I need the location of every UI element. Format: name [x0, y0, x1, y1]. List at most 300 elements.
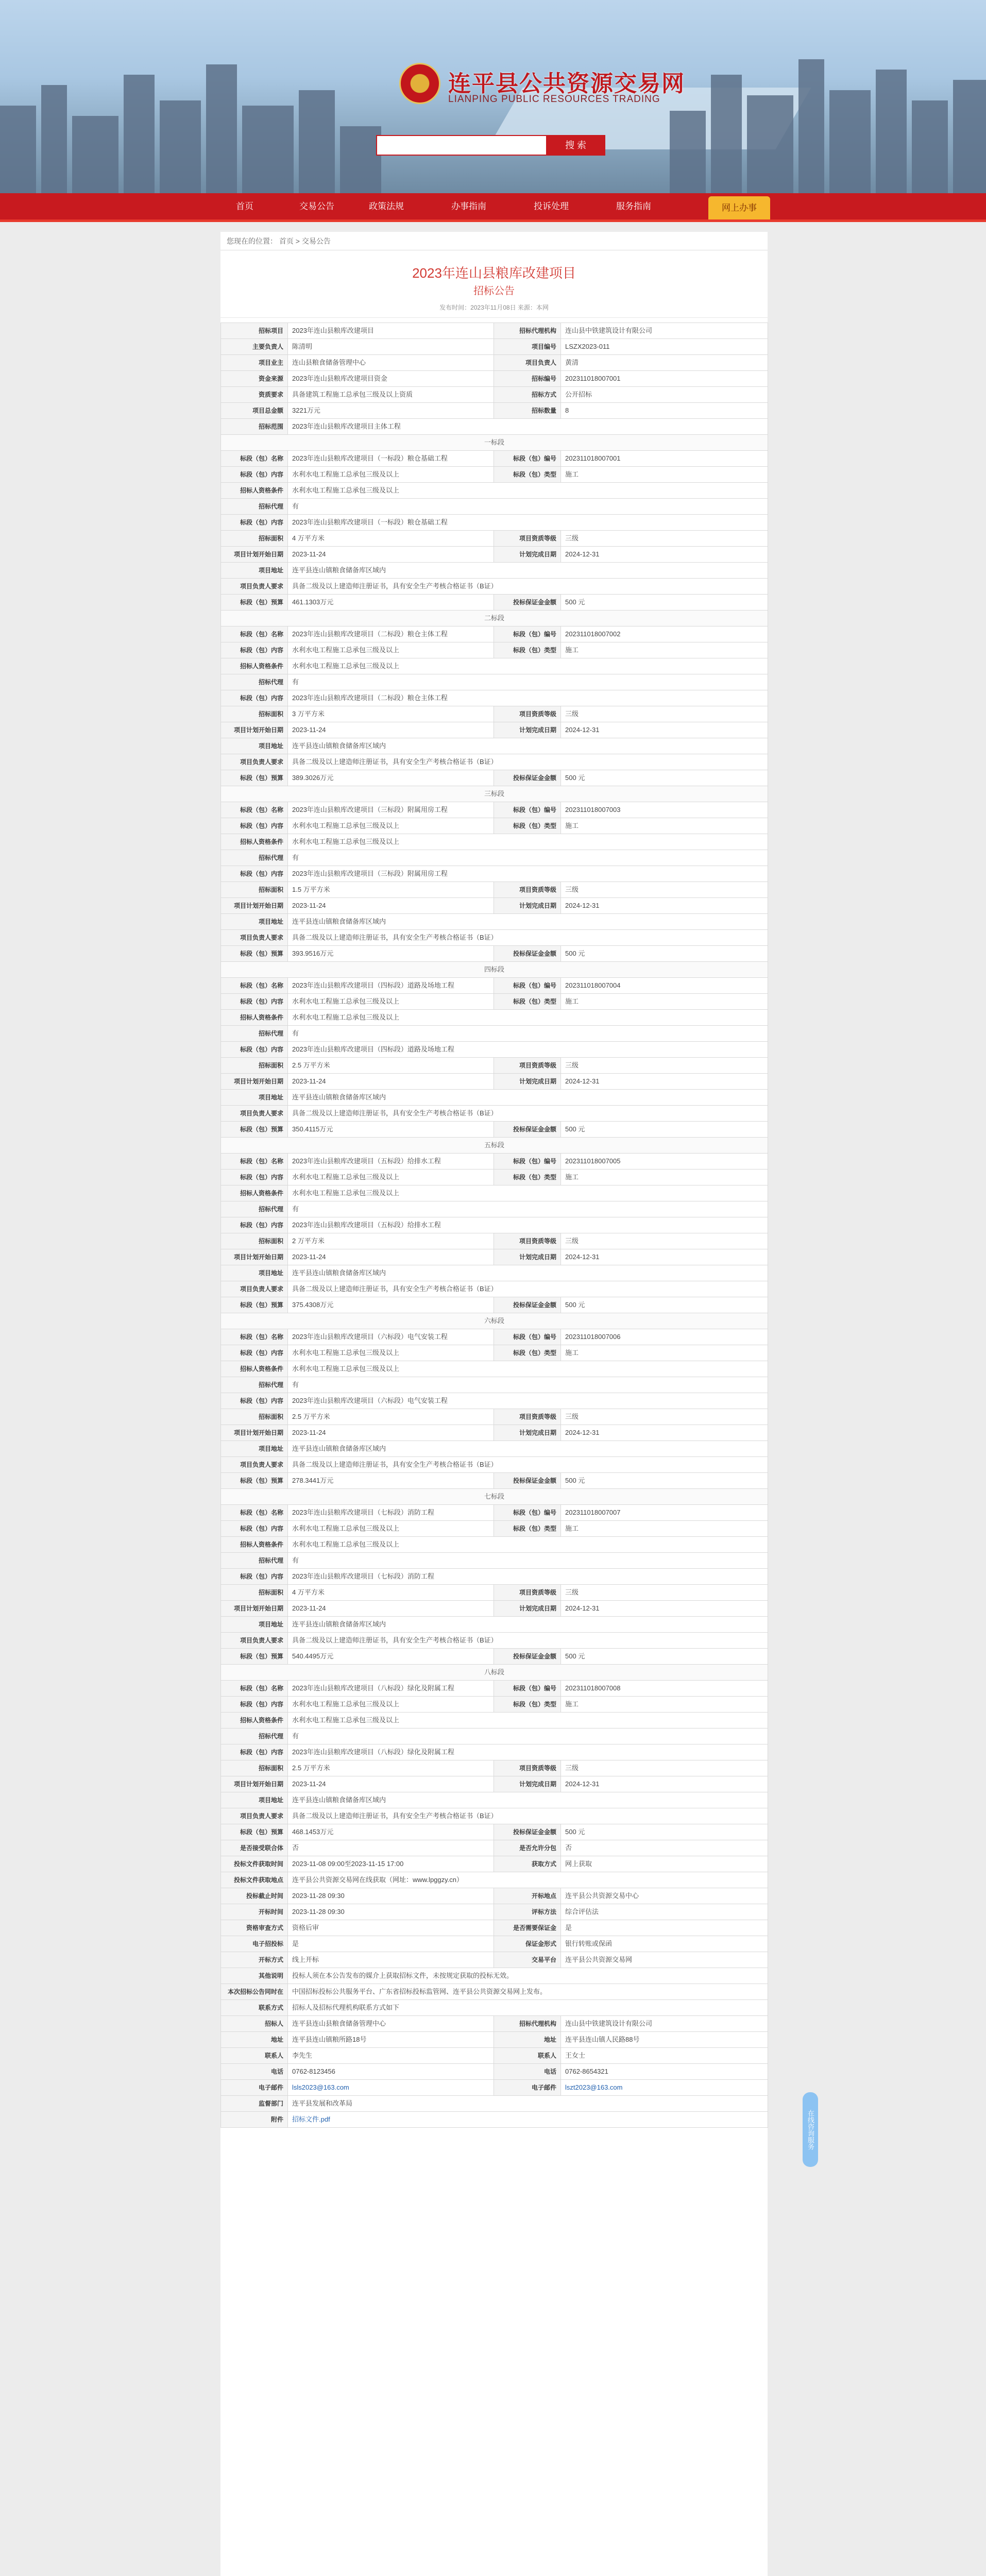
field-label: 项目负责人 — [494, 355, 561, 371]
field-label: 标段（包）编号 — [494, 802, 561, 818]
field-value: 网上获取 — [561, 1856, 768, 1872]
field-label: 项目负责人要求 — [221, 1457, 288, 1473]
field-label: 联系人 — [221, 2048, 288, 2064]
field-label: 招标范围 — [221, 419, 288, 435]
field-label: 标段（包）名称 — [221, 1681, 288, 1697]
table-row — [221, 1760, 768, 1776]
field-value: 2023年连山县粮库改建项目（一标段）粮仓基础工程 — [288, 451, 494, 467]
field-value: 2024-12-31 — [561, 1249, 768, 1265]
field-value: 2024-12-31 — [561, 1425, 768, 1441]
field-label: 招标面积 — [221, 1233, 288, 1249]
field-label: 标段（包）名称 — [221, 978, 288, 994]
nav-item-guide[interactable]: 办事指南 — [451, 201, 486, 211]
table-row — [221, 1377, 768, 1393]
table-row — [221, 1138, 768, 1154]
field-value[interactable]: 招标文件.pdf — [288, 2112, 768, 2128]
table-row — [221, 770, 768, 786]
field-label: 招标人资格条件 — [221, 1185, 288, 1201]
field-value: 水利水电工程施工总承包三级及以上 — [288, 1345, 494, 1361]
table-row — [221, 1776, 768, 1792]
table-row — [221, 1936, 768, 1952]
field-label: 标段（包）内容 — [221, 818, 288, 834]
field-value: 468.1453万元 — [288, 1824, 494, 1840]
table-row — [221, 1553, 768, 1569]
field-label: 项目计划开始日期 — [221, 722, 288, 738]
field-value: 水利水电工程施工总承包三级及以上 — [288, 1697, 494, 1713]
field-label: 标段（包）名称 — [221, 802, 288, 818]
table-row — [221, 1649, 768, 1665]
table-row — [221, 435, 768, 451]
field-value: 2023年连山县粮库改建项目主体工程 — [288, 419, 768, 435]
field-label: 项目资质等级 — [494, 1058, 561, 1074]
field-label: 招标人资格条件 — [221, 1361, 288, 1377]
field-label: 项目资质等级 — [494, 1585, 561, 1601]
table-row — [221, 1026, 768, 1042]
field-value: 393.9516万元 — [288, 946, 494, 962]
section-header: 五标段 — [221, 1138, 768, 1154]
field-label: 联系方式 — [221, 2000, 288, 2016]
table-row — [221, 1856, 768, 1872]
field-label: 计划完成日期 — [494, 1776, 561, 1792]
field-label: 标段（包）类型 — [494, 1170, 561, 1185]
field-label: 计划完成日期 — [494, 1425, 561, 1441]
field-label: 标段（包）名称 — [221, 1154, 288, 1170]
field-label: 计划完成日期 — [494, 1601, 561, 1617]
table-row — [221, 1313, 768, 1329]
field-value: 三级 — [561, 1409, 768, 1425]
field-label: 项目计划开始日期 — [221, 1074, 288, 1090]
page-title: 2023年连山县粮库改建项目 — [412, 265, 576, 281]
field-label: 项目地址 — [221, 1265, 288, 1281]
field-value: 连平县连山镇粮食储备库区域内 — [288, 1265, 768, 1281]
table-row — [221, 1361, 768, 1377]
field-label: 保证金形式 — [494, 1936, 561, 1952]
field-label: 招标代理 — [221, 1201, 288, 1217]
table-row — [221, 882, 768, 898]
field-label: 标段（包）预算 — [221, 1122, 288, 1138]
field-label: 招标方式 — [494, 387, 561, 403]
nav-item-notices[interactable]: 交易公告 — [299, 201, 334, 211]
field-label: 招标面积 — [221, 706, 288, 722]
field-label: 计划完成日期 — [494, 722, 561, 738]
field-value: 3 万平方米 — [288, 706, 494, 722]
field-value: 2023年连山县粮库改建项目（七标段）消防工程 — [288, 1505, 494, 1521]
field-value: 500 元 — [561, 1122, 768, 1138]
field-value: 2023-11-28 09:30 — [288, 1904, 494, 1920]
field-label: 投标文件获取地点 — [221, 1872, 288, 1888]
field-value: 连平县连山镇粮食储备库区域内 — [288, 738, 768, 754]
field-label: 标段（包）预算 — [221, 1824, 288, 1840]
field-value: 500 元 — [561, 1649, 768, 1665]
table-row — [221, 1329, 768, 1345]
field-value: 黄清 — [561, 355, 768, 371]
field-value: 水利水电工程施工总承包三级及以上 — [288, 1537, 768, 1553]
field-value: 3221万元 — [288, 403, 494, 419]
field-label: 标段（包）预算 — [221, 1473, 288, 1489]
table-row — [221, 1058, 768, 1074]
field-value: 连平县连山镇人民路88号 — [561, 2032, 768, 2048]
field-value: 招标人及招标代理机构联系方式如下 — [288, 2000, 768, 2016]
table-row — [221, 1920, 768, 1936]
field-label: 标段（包）内容 — [221, 1393, 288, 1409]
field-label: 标段（包）内容 — [221, 994, 288, 1010]
table-row — [221, 1952, 768, 1968]
field-label: 标段（包）内容 — [221, 690, 288, 706]
field-value: 350.4115万元 — [288, 1122, 494, 1138]
field-value: 具备建筑工程施工总承包三级及以上资质 — [288, 387, 494, 403]
table-row — [221, 754, 768, 770]
nav-item-service[interactable]: 服务指南 — [616, 201, 651, 211]
field-value: 278.3441万元 — [288, 1473, 494, 1489]
field-value: 202311018007002 — [561, 626, 768, 642]
field-value: 2023年连山县粮库改建项目（三标段）附属用房工程 — [288, 802, 494, 818]
emblem-icon — [399, 63, 440, 104]
table-row — [221, 802, 768, 818]
field-value: 有 — [288, 1026, 768, 1042]
field-label: 项目资质等级 — [494, 1233, 561, 1249]
table-row — [221, 2016, 768, 2032]
field-value: 2023-11-24 — [288, 547, 494, 563]
field-label: 是否接受联合体 — [221, 1840, 288, 1856]
field-value: 2023-11-08 09:00至2023-11-15 17:00 — [288, 1856, 494, 1872]
field-label: 标段（包）内容 — [221, 1345, 288, 1361]
section-header: 一标段 — [221, 435, 768, 451]
field-label: 项目地址 — [221, 1792, 288, 1808]
table-row — [221, 467, 768, 483]
field-value: LSZX2023-011 — [561, 339, 768, 355]
field-value: 2023-11-24 — [288, 1074, 494, 1090]
field-label: 资质要求 — [221, 387, 288, 403]
table-row — [221, 1297, 768, 1313]
table-row — [221, 1425, 768, 1441]
field-label: 项目计划开始日期 — [221, 1776, 288, 1792]
table-row — [221, 611, 768, 626]
table-row — [221, 850, 768, 866]
field-value: 具备二级及以上建造师注册证书，具有安全生产考核合格证书（B证） — [288, 579, 768, 595]
field-value: lsls2023@163.com — [288, 2080, 494, 2096]
field-value: 连平县发展和改革局 — [288, 2096, 768, 2112]
table-row — [221, 1010, 768, 1026]
field-value: 水利水电工程施工总承包三级及以上 — [288, 1713, 768, 1728]
field-value: lszt2023@163.com — [561, 2080, 768, 2096]
search-button[interactable]: 搜 索 — [546, 135, 605, 156]
field-label: 标段（包）预算 — [221, 770, 288, 786]
table-row — [221, 515, 768, 531]
field-value: 2023-11-24 — [288, 1601, 494, 1617]
table-row — [221, 1617, 768, 1633]
field-label: 标段（包）内容 — [221, 515, 288, 531]
table-row — [221, 1713, 768, 1728]
field-value: 2023年连山县粮库改建项目 — [288, 323, 494, 339]
table-row — [221, 1217, 768, 1233]
field-label: 投标保证金金额 — [494, 1473, 561, 1489]
table-row — [221, 722, 768, 738]
field-label: 项目负责人要求 — [221, 1106, 288, 1122]
table-row — [221, 1728, 768, 1744]
field-label: 招标人资格条件 — [221, 1537, 288, 1553]
field-value: 具备二级及以上建造师注册证书，具有安全生产考核合格证书（B证） — [288, 930, 768, 946]
field-value: 202311018007006 — [561, 1329, 768, 1345]
field-value: 2023-11-24 — [288, 722, 494, 738]
field-value: 水利水电工程施工总承包三级及以上 — [288, 1521, 494, 1537]
table-row — [221, 2032, 768, 2048]
table-row — [221, 706, 768, 722]
field-label: 项目业主 — [221, 355, 288, 371]
field-value: 水利水电工程施工总承包三级及以上 — [288, 467, 494, 483]
field-value: 2.5 万平方米 — [288, 1058, 494, 1074]
field-value: 202311018007001 — [561, 371, 768, 387]
publish-meta: 发布时间：2023年11月08日 来源：本网 — [439, 304, 549, 311]
table-row — [221, 2064, 768, 2080]
field-value: 有 — [288, 1377, 768, 1393]
field-value: 连平县公共资源交易中心 — [561, 1888, 768, 1904]
field-value: 王女士 — [561, 2048, 768, 2064]
field-label: 招标人资格条件 — [221, 1010, 288, 1026]
field-value: 具备二级及以上建造师注册证书，具有安全生产考核合格证书（B证） — [288, 1106, 768, 1122]
field-label: 标段（包）编号 — [494, 1329, 561, 1345]
table-row — [221, 1393, 768, 1409]
table-row — [221, 1569, 768, 1585]
field-value: 施工 — [561, 1170, 768, 1185]
table-row — [221, 419, 768, 435]
field-value: 2023年连山县粮库改建项目（六标段）电气安装工程 — [288, 1393, 768, 1409]
field-label: 招标项目 — [221, 323, 288, 339]
field-value: 是 — [288, 1936, 494, 1952]
field-label: 招标代理 — [221, 1728, 288, 1744]
field-value: 2023年连山县粮库改建项目（二标段）粮仓主体工程 — [288, 626, 494, 642]
field-value: 李先生 — [288, 2048, 494, 2064]
field-value: 有 — [288, 1728, 768, 1744]
field-label: 标段（包）类型 — [494, 818, 561, 834]
online-consult-tab[interactable]: 在线咨询服务 — [803, 2092, 818, 2167]
field-label: 招标代理 — [221, 1377, 288, 1393]
field-label: 招标代理 — [221, 499, 288, 515]
field-label: 标段（包）预算 — [221, 946, 288, 962]
field-value: 三级 — [561, 882, 768, 898]
field-label: 计划完成日期 — [494, 1074, 561, 1090]
table-row — [221, 483, 768, 499]
field-value: 连平县公共资源交易网在线获取（网址：www.lpggzy.cn） — [288, 1872, 768, 1888]
table-row — [221, 674, 768, 690]
field-value: 水利水电工程施工总承包三级及以上 — [288, 994, 494, 1010]
field-value: 4 万平方米 — [288, 531, 494, 547]
field-label: 主要负责人 — [221, 339, 288, 355]
field-label: 项目负责人要求 — [221, 930, 288, 946]
table-row — [221, 1984, 768, 2000]
table-row — [221, 1537, 768, 1553]
field-label: 监督部门 — [221, 2096, 288, 2112]
field-label: 招标面积 — [221, 531, 288, 547]
field-value: 是 — [561, 1920, 768, 1936]
field-label: 招标人资格条件 — [221, 483, 288, 499]
table-row — [221, 1585, 768, 1601]
field-value: 2023年连山县粮库改建项目（三标段）附属用房工程 — [288, 866, 768, 882]
table-row — [221, 690, 768, 706]
nav-item-complaint[interactable]: 投诉处理 — [534, 201, 569, 211]
field-value: 具备二级及以上建造师注册证书，具有安全生产考核合格证书（B证） — [288, 1808, 768, 1824]
field-label: 标段（包）类型 — [494, 994, 561, 1010]
field-value: 202311018007001 — [561, 451, 768, 467]
table-row — [221, 1409, 768, 1425]
field-label: 招标面积 — [221, 1409, 288, 1425]
table-row — [221, 2048, 768, 2064]
table-row — [221, 1489, 768, 1505]
field-label: 标段（包）内容 — [221, 642, 288, 658]
field-value: 连平县连山镇粮食储备库区域内 — [288, 1792, 768, 1808]
site-logo-title: 连平县公共资源交易网 — [448, 71, 685, 97]
breadcrumb: 您现在的位置： 首页 > 交易公告 — [220, 232, 768, 250]
field-label: 其他说明 — [221, 1968, 288, 1984]
field-value: 水利水电工程施工总承包三级及以上 — [288, 658, 768, 674]
announcement-table — [220, 323, 768, 2128]
field-value: 0762-8654321 — [561, 2064, 768, 2080]
field-value: 0762-8123456 — [288, 2064, 494, 2080]
table-row — [221, 2080, 768, 2096]
section-header: 四标段 — [221, 962, 768, 978]
field-label: 投标保证金金额 — [494, 770, 561, 786]
field-label: 项目地址 — [221, 1441, 288, 1457]
field-value: 2023-11-24 — [288, 1776, 494, 1792]
field-label: 资金来源 — [221, 371, 288, 387]
field-value: 施工 — [561, 1345, 768, 1361]
table-row — [221, 1904, 768, 1920]
field-value: 2023年连山县粮库改建项目资金 — [288, 371, 494, 387]
nav-item-policy[interactable]: 政策法规 — [369, 201, 404, 211]
field-value: 三级 — [561, 1058, 768, 1074]
field-value: 水利水电工程施工总承包三级及以上 — [288, 1185, 768, 1201]
field-value: 389.3026万元 — [288, 770, 494, 786]
field-label: 是否允许分包 — [494, 1840, 561, 1856]
table-row — [221, 1345, 768, 1361]
field-value: 水利水电工程施工总承包三级及以上 — [288, 1170, 494, 1185]
field-label: 附件 — [221, 2112, 288, 2128]
table-row — [221, 387, 768, 403]
field-value: 2023年连山县粮库改建项目（四标段）道路及场地工程 — [288, 978, 494, 994]
field-value: 2024-12-31 — [561, 898, 768, 914]
section-header: 三标段 — [221, 786, 768, 802]
table-row — [221, 642, 768, 658]
table-row — [221, 1697, 768, 1713]
field-label: 项目资质等级 — [494, 882, 561, 898]
field-value: 三级 — [561, 531, 768, 547]
field-label: 标段（包）编号 — [494, 1154, 561, 1170]
field-label: 地址 — [221, 2032, 288, 2048]
field-label: 开标时间 — [221, 1904, 288, 1920]
field-label: 招标代理 — [221, 674, 288, 690]
field-label: 项目负责人要求 — [221, 1281, 288, 1297]
table-row — [221, 1808, 768, 1824]
field-label: 项目负责人要求 — [221, 1808, 288, 1824]
section-header: 七标段 — [221, 1489, 768, 1505]
table-row — [221, 339, 768, 355]
field-label: 项目资质等级 — [494, 531, 561, 547]
table-row — [221, 1265, 768, 1281]
table-row — [221, 1665, 768, 1681]
field-label: 项目地址 — [221, 563, 288, 579]
table-row — [221, 930, 768, 946]
table-row — [221, 355, 768, 371]
field-label: 项目计划开始日期 — [221, 1425, 288, 1441]
nav-item-online[interactable]: 网上办事 — [708, 196, 770, 219]
table-row — [221, 1122, 768, 1138]
field-label: 获取方式 — [494, 1856, 561, 1872]
field-value: 三级 — [561, 1233, 768, 1249]
field-label: 标段（包）类型 — [494, 1345, 561, 1361]
table-row — [221, 1233, 768, 1249]
table-row — [221, 1441, 768, 1457]
table-row — [221, 1505, 768, 1521]
field-value: 具备二级及以上建造师注册证书，具有安全生产考核合格证书（B证） — [288, 754, 768, 770]
table-row — [221, 1840, 768, 1856]
nav-item-home[interactable]: 首页 — [236, 201, 253, 211]
field-label: 项目计划开始日期 — [221, 1249, 288, 1265]
field-label: 投标截止时间 — [221, 1888, 288, 1904]
field-label: 项目资质等级 — [494, 1760, 561, 1776]
field-label: 标段（包）内容 — [221, 1569, 288, 1585]
field-value: 500 元 — [561, 946, 768, 962]
section-header: 六标段 — [221, 1313, 768, 1329]
field-label: 本次招标公告同时在 — [221, 1984, 288, 2000]
field-value: 线上开标 — [288, 1952, 494, 1968]
field-value: 否 — [561, 1840, 768, 1856]
table-row — [221, 978, 768, 994]
field-label: 标段（包）类型 — [494, 467, 561, 483]
field-value: 2023年连山县粮库改建项目（二标段）粮仓主体工程 — [288, 690, 768, 706]
field-value: 具备二级及以上建造师注册证书，具有安全生产考核合格证书（B证） — [288, 1281, 768, 1297]
table-row — [221, 579, 768, 595]
table-row — [221, 1090, 768, 1106]
table-row — [221, 531, 768, 547]
field-label: 项目地址 — [221, 1090, 288, 1106]
table-row — [221, 658, 768, 674]
field-label: 项目负责人要求 — [221, 754, 288, 770]
field-label: 电话 — [221, 2064, 288, 2080]
field-label: 标段（包）内容 — [221, 467, 288, 483]
table-row — [221, 1824, 768, 1840]
field-value: 水利水电工程施工总承包三级及以上 — [288, 483, 768, 499]
table-row — [221, 1872, 768, 1888]
field-value: 2024-12-31 — [561, 1776, 768, 1792]
section-header: 二标段 — [221, 611, 768, 626]
field-label: 项目计划开始日期 — [221, 898, 288, 914]
table-row — [221, 1042, 768, 1058]
table-row — [221, 403, 768, 419]
field-value: 202311018007008 — [561, 1681, 768, 1697]
field-value: 连平县连山镇粮食储备库区域内 — [288, 914, 768, 930]
field-label: 评标方法 — [494, 1904, 561, 1920]
table-row — [221, 866, 768, 882]
field-value: 连山县中铁建筑设计有限公司 — [561, 323, 768, 339]
table-row — [221, 1968, 768, 1984]
field-value: 连平县连山镇粮所路18号 — [288, 2032, 494, 2048]
table-row — [221, 547, 768, 563]
table-row — [221, 2096, 768, 2112]
field-label: 标段（包）名称 — [221, 1329, 288, 1345]
field-label: 联系人 — [494, 2048, 561, 2064]
content-page — [220, 232, 768, 2576]
field-label: 标段（包）名称 — [221, 626, 288, 642]
field-value: 2023年连山县粮库改建项目（五标段）给排水工程 — [288, 1217, 768, 1233]
field-label: 招标面积 — [221, 1585, 288, 1601]
table-row — [221, 786, 768, 802]
table-row — [221, 323, 768, 339]
field-value: 施工 — [561, 1521, 768, 1537]
field-value: 500 元 — [561, 1824, 768, 1840]
field-value: 202311018007003 — [561, 802, 768, 818]
table-row — [221, 595, 768, 611]
field-value: 连平县连山县粮食储备管理中心 — [288, 2016, 494, 2032]
main-nav — [0, 193, 986, 222]
